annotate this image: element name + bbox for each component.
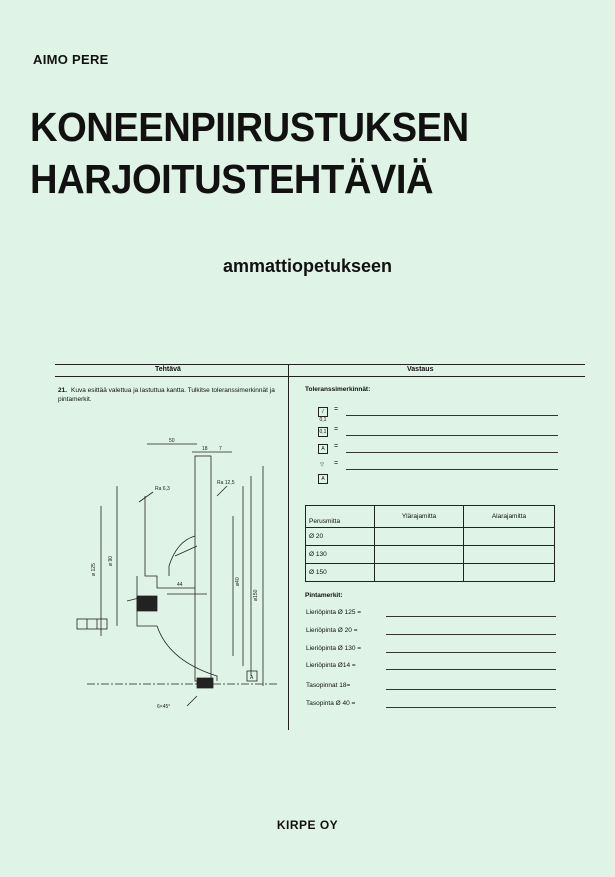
- equals-sign: =: [334, 406, 339, 413]
- tolerance-row-2: [318, 427, 558, 437]
- publisher-name: KIRPE OY: [276, 818, 339, 832]
- dim-125: ø 125: [91, 563, 97, 576]
- surface-row: [306, 627, 358, 637]
- datum-triangle-icon: ▽: [320, 462, 324, 468]
- tolerance-row-3: [318, 444, 558, 454]
- equals-sign: =: [334, 443, 339, 450]
- tolerance-row-1: [318, 406, 558, 423]
- answer-line: [386, 689, 556, 690]
- dim-40: ø40: [235, 577, 241, 586]
- upper-cell[interactable]: [375, 564, 464, 582]
- col-basic-size: Perusmitta: [306, 506, 375, 528]
- equals-sign: =: [334, 460, 339, 467]
- surface-row: [306, 700, 355, 710]
- dim-50: 50: [169, 438, 175, 444]
- book-title: [30, 101, 469, 205]
- tolerance-row-5: [318, 474, 558, 484]
- answer-line: [346, 435, 558, 436]
- lower-cell[interactable]: [464, 546, 555, 564]
- surface-text: Lieriöpinta Ø 125 =: [306, 609, 362, 616]
- title-line-1: KONEENPIIRUSTUKSEN: [30, 104, 469, 150]
- col-upper-limit: Ylärajamitta: [375, 506, 464, 528]
- dim-18: 18: [202, 446, 208, 452]
- surface-text: Lieriöpinta Ø14 =: [306, 662, 356, 669]
- surface-text: Lieriöpinta Ø 130 =: [306, 645, 362, 652]
- roughness-1: Ra 6,3: [155, 486, 170, 492]
- surface-row: [306, 682, 350, 692]
- surface-row: [306, 645, 361, 655]
- exercise-sheet: [55, 364, 585, 730]
- surface-row: [306, 609, 361, 619]
- table-row: [306, 528, 555, 546]
- task-number: 21.: [58, 387, 68, 394]
- datum-a: A: [250, 675, 254, 681]
- answer-column-header: Vastaus: [407, 366, 434, 373]
- tolerance-box-3: A: [318, 444, 328, 454]
- answer-line: [346, 415, 558, 416]
- deviation-table: [305, 505, 555, 582]
- dim-44: 44: [177, 582, 183, 588]
- lower-cell[interactable]: [464, 528, 555, 546]
- task-text: Kuva esittää valettua ja lastuttua kantta. Tulkitse toleranssimerkinnät ja pintamerkit.: [58, 387, 275, 403]
- answer-line: [346, 452, 558, 453]
- tolerance-row-4: [318, 461, 558, 471]
- size-cell: Ø 20: [306, 528, 375, 546]
- table-row: [306, 564, 555, 582]
- answer-line: [386, 634, 556, 635]
- task-description: [58, 386, 283, 404]
- col-lower-limit: Alarajamitta: [464, 506, 555, 528]
- tolerance-label: Toleranssimerkinnät:: [305, 386, 371, 393]
- surface-text: Lieriöpinta Ø 20 =: [306, 627, 358, 634]
- answer-line: [386, 707, 556, 708]
- table-row: [306, 546, 555, 564]
- answer-line: [346, 469, 558, 470]
- answer-line: [386, 652, 556, 653]
- answer-line: [386, 616, 556, 617]
- tolerance-box-5: A: [318, 474, 328, 484]
- lower-cell[interactable]: [464, 564, 555, 582]
- dim-150: ø150: [253, 589, 259, 601]
- equals-sign: =: [334, 426, 339, 433]
- dim-90: ø 90: [108, 555, 114, 566]
- size-cell: Ø 130: [306, 546, 375, 564]
- dim-7: 7: [219, 446, 222, 452]
- tolerance-box-1: / 0,1: [319, 409, 327, 423]
- title-line-2: HARJOITUSTEHTÄVIÄ: [30, 156, 434, 202]
- sheet-column-divider: [288, 364, 289, 730]
- surface-row: [306, 662, 356, 672]
- upper-cell[interactable]: [375, 528, 464, 546]
- sheet-header-rule: [55, 376, 585, 377]
- chamfer-dim: 6×45°: [157, 704, 171, 710]
- table-header-row: [306, 506, 555, 528]
- task-column-header: Tehtävä: [155, 366, 181, 373]
- roughness-2: Ra 12,5: [217, 480, 235, 486]
- book-subtitle: ammattiopetukseen: [222, 256, 393, 276]
- surface-text: Tasopinnat 18=: [306, 682, 351, 689]
- sheet-top-rule: [55, 364, 585, 365]
- surface-label: Pintamerkit:: [305, 592, 343, 599]
- technical-drawing: [57, 426, 285, 716]
- upper-cell[interactable]: [375, 546, 464, 564]
- answer-line: [386, 669, 556, 670]
- size-cell: Ø 150: [306, 564, 375, 582]
- surface-text: Tasopinta Ø 40 =: [306, 700, 356, 707]
- author-name: AIMO PERE: [33, 52, 109, 67]
- tolerance-box-2: 0,1: [319, 429, 327, 435]
